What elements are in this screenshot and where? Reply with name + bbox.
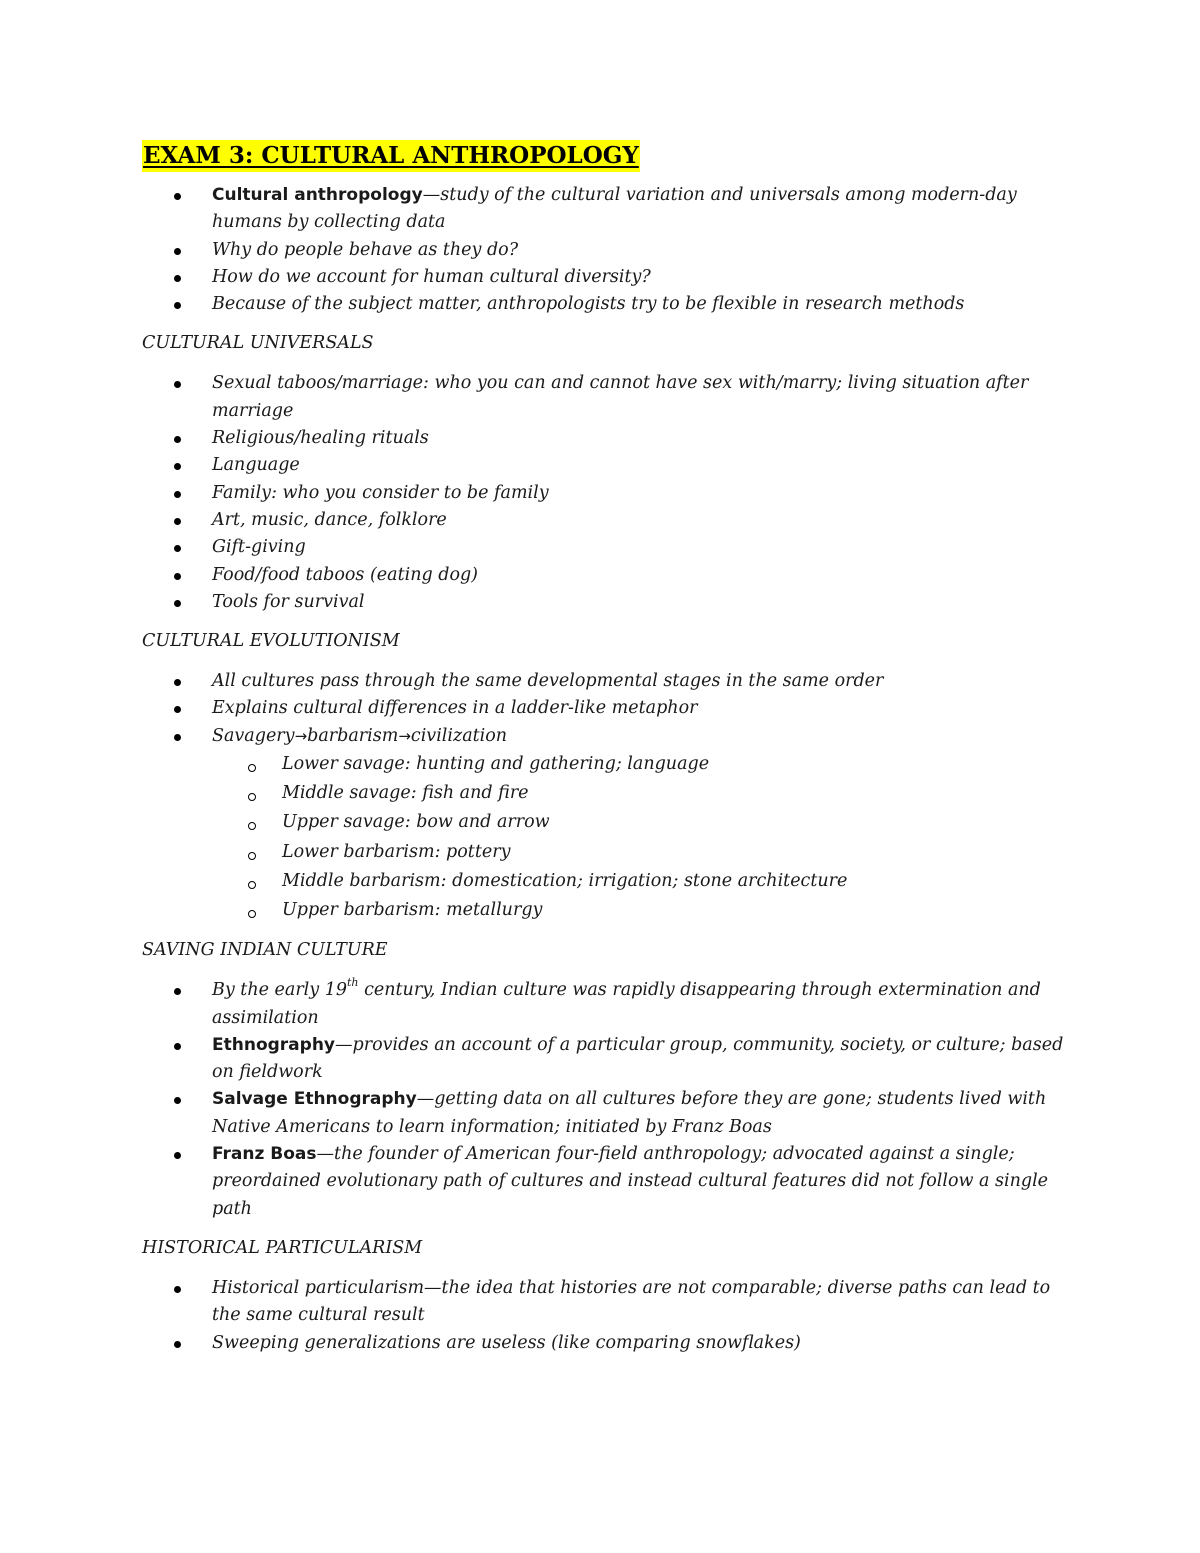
hollow-bullet-icon bbox=[248, 764, 256, 772]
list-item bbox=[142, 264, 1072, 291]
list-item bbox=[142, 977, 1072, 1032]
bullet-icon bbox=[174, 275, 181, 282]
list-item-text-pre: By the early 19 bbox=[212, 980, 348, 1001]
bullet-icon bbox=[174, 600, 181, 607]
intro-list bbox=[142, 182, 1072, 318]
list-item bbox=[142, 1032, 1072, 1087]
list-item bbox=[142, 695, 1072, 722]
list-item bbox=[142, 480, 1072, 507]
bullet-icon bbox=[174, 1341, 181, 1348]
bullet-icon bbox=[174, 436, 181, 443]
section-heading-indian-culture: SAVING INDIAN CULTURE bbox=[142, 940, 388, 961]
list-item-text: Sweeping generalizations are useless (like comparing snowflakes) bbox=[212, 1332, 801, 1353]
separator: — bbox=[422, 185, 441, 205]
list-item-text: Religious/healing rituals bbox=[212, 428, 429, 449]
list-item bbox=[142, 1275, 1072, 1330]
sublist-item-text: Middle barbarism: domestication; irrigation; stone architecture bbox=[282, 870, 848, 891]
sublist-item bbox=[142, 779, 1072, 808]
list-item-text-post: century, Indian culture was rapidly disappearing through extermination and assimilation bbox=[212, 980, 1041, 1028]
list-item bbox=[142, 182, 1072, 237]
list-item-text: Art, music, dance, folklore bbox=[212, 509, 447, 530]
stage-savagery: Savagery bbox=[212, 725, 295, 746]
term: Cultural anthropology bbox=[212, 185, 423, 205]
bullet-icon bbox=[174, 706, 181, 713]
list-item bbox=[142, 1141, 1072, 1223]
list-item bbox=[142, 291, 1072, 318]
term: Franz Boas bbox=[212, 1144, 317, 1165]
stage-barbarism: barbarism bbox=[307, 725, 399, 746]
hollow-bullet-icon bbox=[248, 910, 256, 918]
sublist-item-text: Upper savage: bow and arrow bbox=[282, 812, 550, 833]
page-title: EXAM 3: CULTURAL ANTHROPOLOGY bbox=[142, 140, 640, 172]
list-item bbox=[142, 1330, 1072, 1357]
term: Ethnography bbox=[212, 1034, 336, 1055]
sublist-item bbox=[142, 867, 1072, 896]
bullet-icon bbox=[174, 248, 181, 255]
list-item bbox=[142, 668, 1072, 695]
list-item bbox=[142, 723, 1072, 926]
list-item bbox=[142, 507, 1072, 534]
list-item-text: Gift-giving bbox=[212, 537, 306, 558]
list-item-text: Food/food taboos (eating dog) bbox=[212, 564, 479, 585]
sublist-item bbox=[142, 750, 1072, 779]
bullet-icon bbox=[174, 463, 181, 470]
list-item-text: Language bbox=[212, 455, 300, 476]
list-item bbox=[142, 425, 1072, 452]
universals-list bbox=[142, 370, 1072, 616]
separator: — bbox=[416, 1089, 435, 1110]
definition: study of the cultural variation and universals among modern-day humans by collecting data bbox=[212, 185, 1017, 233]
list-item-text: How do we account for human cultural diversity? bbox=[212, 266, 651, 287]
arrow-right-icon: → bbox=[398, 726, 411, 745]
definition: provides an account of a particular group, community, society, or culture; based on fieldwork bbox=[212, 1034, 1064, 1083]
sublist-item-text: Upper barbarism: metallurgy bbox=[282, 900, 543, 921]
separator: — bbox=[316, 1144, 335, 1165]
hollow-bullet-icon bbox=[248, 881, 256, 889]
bullet-icon bbox=[174, 988, 181, 995]
sublist-item-text: Lower savage: hunting and gathering; language bbox=[282, 754, 710, 775]
section-heading-universals: CULTURAL UNIVERSALS bbox=[142, 333, 374, 354]
sublist-item bbox=[142, 808, 1072, 837]
indian-culture-list bbox=[142, 977, 1072, 1223]
bullet-icon bbox=[174, 573, 181, 580]
evolutionism-list bbox=[142, 668, 1072, 925]
arrow-right-icon: → bbox=[294, 726, 308, 745]
hollow-bullet-icon bbox=[248, 822, 256, 830]
list-item-text: Historical particularism—the idea that histories are not comparable; diverse paths can lead to the same cultural result bbox=[212, 1277, 1051, 1326]
list-item bbox=[142, 534, 1072, 561]
document-body bbox=[142, 140, 1072, 1357]
list-item bbox=[142, 589, 1072, 616]
hollow-bullet-icon bbox=[248, 793, 256, 801]
stage-civilization: civilization bbox=[410, 725, 508, 746]
bullet-icon bbox=[174, 381, 181, 388]
bullet-icon bbox=[174, 679, 181, 686]
list-item-text: All cultures pass through the same developmental stages in the same order bbox=[212, 671, 884, 692]
sublist-item-text: Lower barbarism: pottery bbox=[282, 841, 511, 862]
term: Salvage Ethnography bbox=[212, 1089, 417, 1110]
list-item-text: Why do people behave as they do? bbox=[212, 239, 519, 260]
bullet-icon bbox=[174, 491, 181, 498]
list-item bbox=[142, 452, 1072, 479]
list-item-text: Because of the subject matter, anthropologists try to be flexible in research methods bbox=[212, 294, 965, 315]
bullet-icon bbox=[174, 193, 181, 200]
section-heading-particularism: HISTORICAL PARTICULARISM bbox=[142, 1237, 423, 1258]
list-item-text: Family: who you consider to be family bbox=[212, 482, 549, 503]
stages-sublist bbox=[142, 750, 1072, 925]
list-item bbox=[142, 562, 1072, 589]
bullet-icon bbox=[174, 302, 181, 309]
bullet-icon bbox=[174, 1152, 181, 1159]
bullet-icon bbox=[174, 734, 181, 741]
superscript: th bbox=[347, 976, 359, 990]
list-item-text: Explains cultural differences in a ladder-like metaphor bbox=[212, 698, 698, 719]
sublist-item bbox=[142, 838, 1072, 867]
list-item-text: Sexual taboos/marriage: who you can and cannot have sex with/marry; living situation after marriage bbox=[212, 373, 1029, 421]
definition: the founder of American four-field anthropology; advocated against a single; preordained evolutionary path of cultures and instead cultural features did not follow a single path bbox=[212, 1144, 1049, 1219]
bullet-icon bbox=[174, 1286, 181, 1293]
bullet-icon bbox=[174, 518, 181, 525]
bullet-icon bbox=[174, 1043, 181, 1050]
definition: getting data on all cultures before they are gone; students lived with Native Americans to learn information; initiated by Franz Boas bbox=[212, 1089, 1047, 1137]
hollow-bullet-icon bbox=[248, 852, 256, 860]
list-item bbox=[142, 1086, 1072, 1141]
bullet-icon bbox=[174, 1097, 181, 1104]
section-heading-evolutionism: CULTURAL EVOLUTIONISM bbox=[142, 631, 400, 652]
list-item-text: Tools for survival bbox=[212, 591, 365, 612]
separator: — bbox=[335, 1034, 353, 1055]
bullet-icon bbox=[174, 545, 181, 552]
particularism-list bbox=[142, 1275, 1072, 1357]
list-item bbox=[142, 237, 1072, 264]
sublist-item bbox=[142, 896, 1072, 925]
list-item bbox=[142, 370, 1072, 425]
sublist-item-text: Middle savage: fish and fire bbox=[282, 783, 529, 804]
